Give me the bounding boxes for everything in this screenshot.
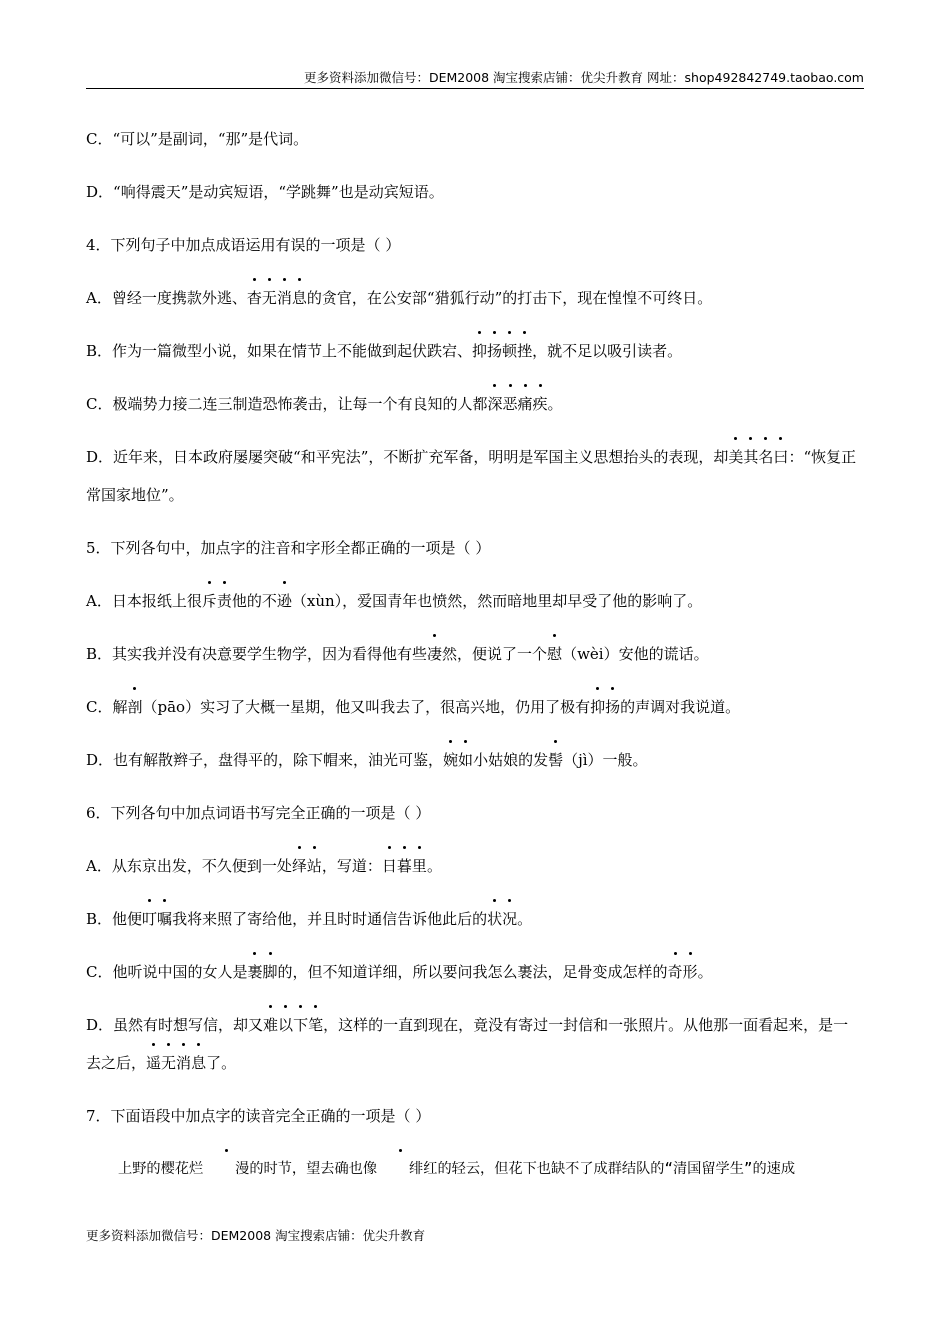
q4-option-b: B．作为一篇微型小说，如果在情节上不能做到起伏跌宕、抑扬顿挫，就不足以吸引读者。 bbox=[86, 332, 862, 370]
dotted-term: 髻 bbox=[548, 751, 563, 769]
q5-option-a: A．日本报纸上很斥责他的不逊（xùn），爱国青年也愤然，然而暗地里却早受了他的影响了。 bbox=[86, 582, 862, 620]
q6-option-c: C．他听说中国的女人是裹脚的，但不知道详细，所以要问我怎么裹法，足骨变成怎样的奇形。 bbox=[86, 953, 862, 991]
q4-stem: 4．下列句子中加点成语运用有误的一项是（ ） bbox=[86, 236, 401, 254]
q5-stem: 5．下列各句中，加点字的注音和字形全都正确的一项是（ ） bbox=[86, 539, 491, 557]
dotted-term: 叮嘱 bbox=[142, 910, 172, 928]
dotted-term: 难以下笔 bbox=[263, 1016, 323, 1034]
dotted-term: 抑扬 bbox=[590, 698, 620, 716]
footer-text: 更多资料添加微信号：DEM2008 淘宝搜索店铺：优尖升教育 bbox=[86, 1228, 426, 1243]
q5-option-d: D．也有解散辫子，盘得平的，除下帽来，油光可鉴，婉如小姑娘的发髻（jì）一般。 bbox=[86, 741, 862, 779]
header-text: 更多资料添加微信号：DEM2008 淘宝搜索店铺：优尖升教育 网址：shop492842749.taobao.com bbox=[303, 70, 864, 85]
dotted-term: 奇形 bbox=[668, 963, 698, 981]
q4-option-a: A．曾经一度携款外逃、杳无消息的贪官，在公安部“猎狐行动”的打击下，现在惶惶不可终日。 bbox=[86, 279, 862, 317]
q4-option-c: C．极端势力接二连三制造恐怖袭击，让每一个有良知的人都深恶痛疾。 bbox=[86, 385, 862, 423]
q7-passage: 上野的樱花烂 漫的时节，望去确也像 绯红的轻云，但花下也缺不了成群结队的“清国留学生”的速成 bbox=[86, 1150, 862, 1188]
q5-option-c: C．解剖（pāo）实习了大概一星期，他又叫我去了，很高兴地，仍用了极有抑扬的声调对我说道。 bbox=[86, 688, 862, 726]
dotted-term: 抑扬顿挫 bbox=[472, 342, 532, 360]
q7-stem: 7．下面语段中加点字的读音完全正确的一项是（ ） bbox=[86, 1107, 431, 1125]
q4-option-d: D．近年来，日本政府屡屡突破“和平宪法”，不断扩充军备，明明是军国主义思想抬头的表现，却美其名曰：“恢复正常国家地位”。 bbox=[86, 438, 862, 514]
dotted-term: 绯 bbox=[377, 1161, 423, 1177]
q5-option-b: B．其实我并没有决意要学生物学，因为看得他有些凄然，便说了一个慰（wèi）安他的谎话。 bbox=[86, 635, 862, 673]
document-body bbox=[86, 120, 862, 1203]
dotted-term: 漫 bbox=[203, 1161, 249, 1177]
dotted-term: 逊 bbox=[277, 592, 292, 610]
q6-option-a: A．从东京出发，不久便到一处绎站，写道：日暮里。 bbox=[86, 847, 862, 885]
q6-option-b: B．他便叮嘱我将来照了寄给他，并且时时通信告诉他此后的状况。 bbox=[86, 900, 862, 938]
dotted-term: 杳无消息 bbox=[247, 289, 307, 307]
q6-stem: 6．下列各句中加点词语书写完全正确的一项是（ ） bbox=[86, 804, 431, 822]
page-header bbox=[86, 68, 864, 89]
dotted-term: 凄 bbox=[427, 645, 442, 663]
q3-option-c: C．“可以”是副词，“那”是代词。 bbox=[86, 130, 309, 148]
dotted-term: 绎站 bbox=[292, 857, 322, 875]
q6-option-d: D．虽然有时想写信，却又难以下笔，这样的一直到现在，竟没有寄过一封信和一张照片。从他那一面看起来，是一去之后，遥无消息了。 bbox=[86, 1006, 862, 1082]
dotted-term: 裹脚 bbox=[247, 963, 277, 981]
dotted-term: 美其名曰 bbox=[728, 448, 788, 466]
dotted-term: 剖 bbox=[127, 698, 142, 716]
dotted-term: 日暮里 bbox=[382, 857, 427, 875]
dotted-term: 婉如 bbox=[443, 751, 473, 769]
dotted-term: 深恶痛疾 bbox=[487, 395, 547, 413]
dotted-term: 遥无消息 bbox=[146, 1054, 206, 1072]
dotted-term: 斥责 bbox=[202, 592, 232, 610]
dotted-term: 状况 bbox=[487, 910, 517, 928]
q3-option-d: D．“响得震天”是动宾短语，“学跳舞”也是动宾短语。 bbox=[86, 183, 444, 201]
page-footer bbox=[86, 1226, 425, 1244]
dotted-term: 慰 bbox=[547, 645, 562, 663]
